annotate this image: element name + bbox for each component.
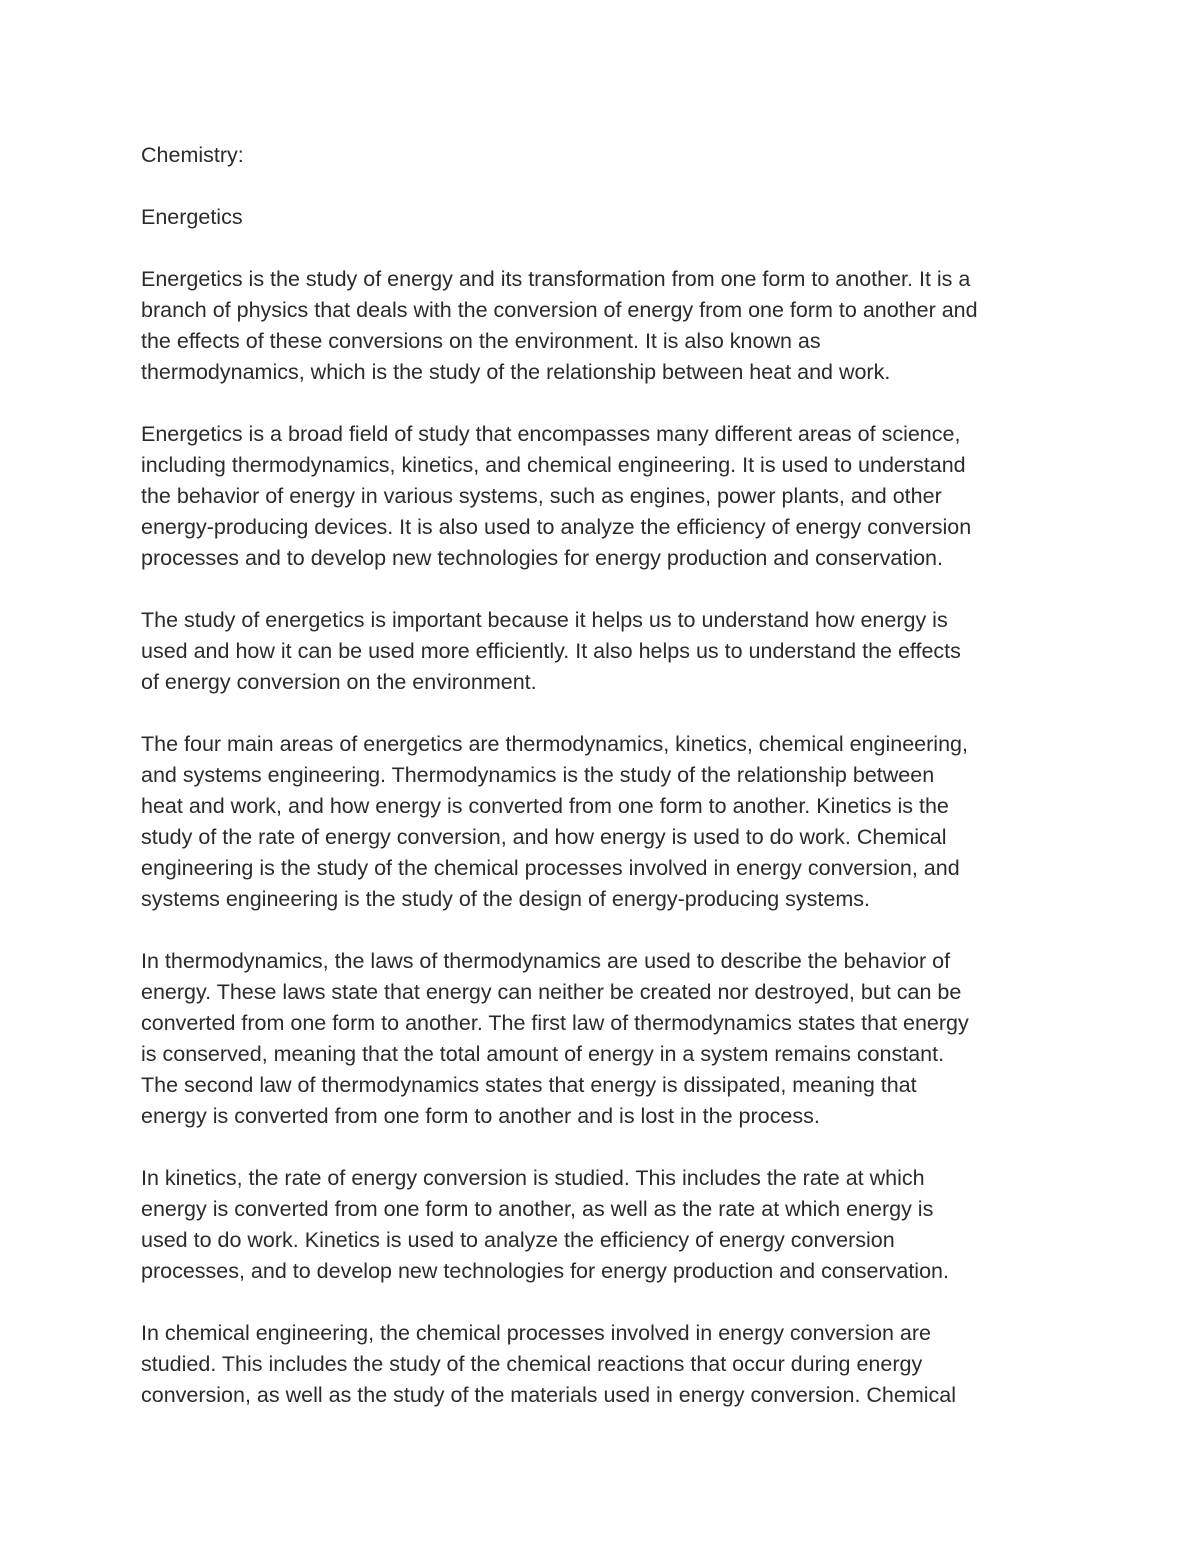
- paragraph-line: used and how it can be used more efficiently. It also helps us to understand the effects: [141, 639, 961, 663]
- paragraph-kinetics: [141, 1163, 1066, 1287]
- paragraph-line: thermodynamics, which is the study of the relationship between heat and work.: [141, 360, 891, 384]
- paragraph-line: of energy conversion on the environment.: [141, 670, 537, 694]
- document-page: [141, 140, 1066, 1442]
- paragraph-line: including thermodynamics, kinetics, and chemical engineering. It is used to understand: [141, 453, 966, 477]
- paragraph-line: used to do work. Kinetics is used to analyze the efficiency of energy conversion: [141, 1228, 895, 1252]
- paragraph-line: Energetics is the study of energy and its transformation from one form to another. It is a: [141, 267, 971, 291]
- paragraph-line: The second law of thermodynamics states that energy is dissipated, meaning that: [141, 1073, 917, 1097]
- paragraph-line: In thermodynamics, the laws of thermodynamics are used to describe the behavior of: [141, 949, 951, 973]
- paragraph-line: is conserved, meaning that the total amount of energy in a system remains constant.: [141, 1042, 945, 1066]
- paragraph-line: energy is converted from one form to another, as well as the rate at which energy is: [141, 1197, 934, 1221]
- paragraph-line: processes and to develop new technologies for energy production and conservation.: [141, 546, 943, 570]
- paragraph-line: branch of physics that deals with the conversion of energy from one form to another and: [141, 298, 978, 322]
- paragraph-line: Energetics is a broad field of study that encompasses many different areas of science,: [141, 422, 961, 446]
- paragraph-definition: [141, 264, 1066, 388]
- document-title: Chemistry:: [141, 143, 244, 167]
- paragraph-line: In kinetics, the rate of energy conversion is studied. This includes the rate at which: [141, 1166, 925, 1190]
- paragraph-line: energy is converted from one form to another and is lost in the process.: [141, 1104, 820, 1128]
- paragraph-line: engineering is the study of the chemical processes involved in energy conversion, and: [141, 856, 960, 880]
- paragraph-line: study of the rate of energy conversion, and how energy is used to do work. Chemical: [141, 825, 947, 849]
- paragraph-line: systems engineering is the study of the design of energy-producing systems.: [141, 887, 870, 911]
- paragraph-line: In chemical engineering, the chemical processes involved in energy conversion are: [141, 1321, 931, 1345]
- paragraph-line: processes, and to develop new technologies for energy production and conservation.: [141, 1259, 949, 1283]
- paragraph-thermodynamics: [141, 946, 1066, 1132]
- paragraph-line: The four main areas of energetics are thermodynamics, kinetics, chemical engineering,: [141, 732, 968, 756]
- paragraph-importance: [141, 605, 1066, 698]
- paragraph-line: conversion, as well as the study of the materials used in energy conversion. Chemical: [141, 1383, 957, 1407]
- paragraph-scope: [141, 419, 1066, 574]
- paragraph-line: heat and work, and how energy is converted from one form to another. Kinetics is the: [141, 794, 949, 818]
- paragraph-line: converted from one form to another. The first law of thermodynamics states that energy: [141, 1011, 969, 1035]
- section-heading: Energetics: [141, 205, 243, 229]
- paragraph-line: The study of energetics is important because it helps us to understand how energy is: [141, 608, 948, 632]
- paragraph-line: the effects of these conversions on the environment. It is also known as: [141, 329, 821, 353]
- paragraph-line: the behavior of energy in various systems, such as engines, power plants, and other: [141, 484, 942, 508]
- paragraph-line: studied. This includes the study of the chemical reactions that occur during energy: [141, 1352, 923, 1376]
- paragraph-line: and systems engineering. Thermodynamics is the study of the relationship between: [141, 763, 935, 787]
- paragraph-line: energy. These laws state that energy can neither be created nor destroyed, but can be: [141, 980, 962, 1004]
- paragraph-line: energy-producing devices. It is also used to analyze the efficiency of energy conversion: [141, 515, 972, 539]
- paragraph-main-areas: [141, 729, 1066, 915]
- paragraph-chemical-engineering: [141, 1318, 1066, 1411]
